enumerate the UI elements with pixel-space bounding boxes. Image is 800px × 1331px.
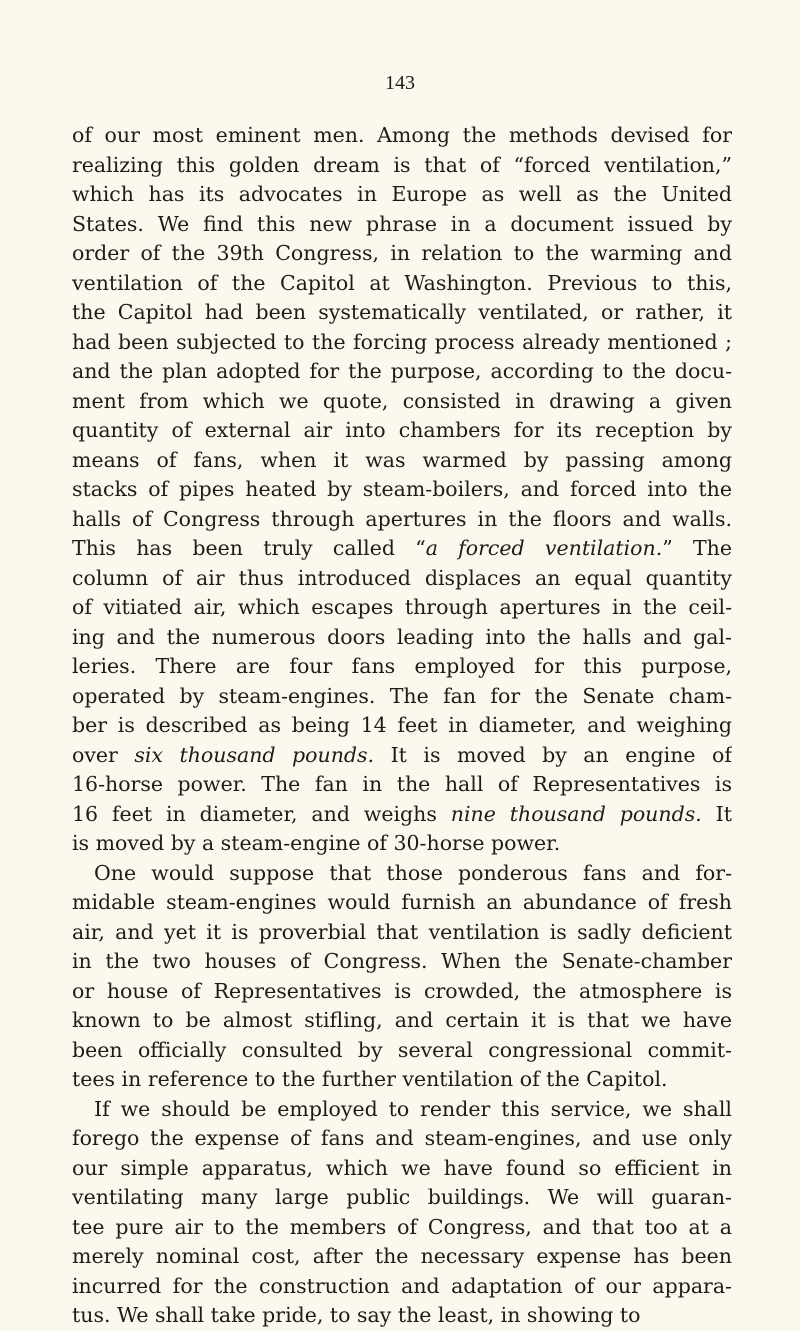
line-text: our simple apparatus, which we have found so efficient in xyxy=(72,1155,732,1180)
line-text: stacks of pipes heated by steam-boilers, and forced into the xyxy=(72,477,732,501)
line-text: ventilating many large public buildings. We will guaran- xyxy=(72,1185,732,1209)
text-line xyxy=(72,623,732,653)
text-line xyxy=(72,1036,732,1066)
line-text: means of fans, when it was warmed by passing among xyxy=(72,447,732,472)
text-line xyxy=(72,829,732,859)
text-line xyxy=(72,1154,732,1184)
text-line xyxy=(72,947,732,977)
line-text: 16-horse power. The fan in the hall of Representatives is xyxy=(72,772,732,796)
line-text: been officially consulted by several congressional commit- xyxy=(72,1037,732,1062)
text-line xyxy=(72,1006,732,1036)
text-line xyxy=(72,770,732,800)
text-line xyxy=(72,1124,732,1154)
text-line xyxy=(72,1213,732,1243)
text-line xyxy=(72,593,732,623)
text-line xyxy=(72,800,732,830)
text-line xyxy=(72,1065,732,1095)
text-line xyxy=(72,564,732,594)
text-line xyxy=(72,534,732,564)
line-text: This has been truly called “ xyxy=(72,536,426,560)
text-line xyxy=(72,387,732,417)
line-text: over xyxy=(72,742,135,767)
text-line xyxy=(72,357,732,387)
line-text: ventilation of the Capitol at Washington. Previous to this, xyxy=(72,270,732,295)
line-text-after: It is moved by an engine of xyxy=(374,742,732,767)
line-text: which has its advocates in Europe as well as the United xyxy=(72,182,732,206)
text-line xyxy=(72,652,732,682)
line-text: had been subjected to the forcing process already mentioned ; xyxy=(72,329,732,354)
line-text: If we should be employed to render this service, we shall xyxy=(94,1096,732,1121)
line-text: quantity of external air into chambers for its reception by xyxy=(72,418,732,442)
line-text: incurred for the construction and adaptation of our appara- xyxy=(72,1273,732,1298)
text-line xyxy=(72,151,732,181)
text-line xyxy=(72,1095,732,1125)
line-text: column of air thus introduced displaces an equal quantity xyxy=(72,565,732,590)
text-line xyxy=(72,328,732,358)
line-text: forego the expense of fans and steam-engines, and use only xyxy=(72,1126,732,1150)
line-text: tus. We shall take pride, to say the least, in showing to xyxy=(72,1303,641,1327)
line-text: States. We find this new phrase in a document issued by xyxy=(72,211,732,236)
line-text: ing and the numerous doors leading into the halls and gal- xyxy=(72,624,732,649)
text-line xyxy=(72,1272,732,1302)
line-text: or house of Representatives is crowded, the atmosphere is xyxy=(72,978,732,1003)
text-line xyxy=(72,1183,732,1213)
line-text: leries. There are four fans employed for this purpose, xyxy=(72,654,732,678)
text-line xyxy=(72,239,732,269)
body-text xyxy=(72,121,732,1331)
line-text-after: ” The xyxy=(662,536,732,560)
text-line xyxy=(72,416,732,446)
line-text: ber is described as being 14 feet in diameter, and weighing xyxy=(72,713,732,737)
text-line xyxy=(72,682,732,712)
text-line xyxy=(72,1242,732,1272)
line-text: midable steam-engines would furnish an abundance of fresh xyxy=(72,890,732,914)
page-number: 143 xyxy=(385,72,415,94)
text-line xyxy=(72,210,732,240)
text-line xyxy=(72,977,732,1007)
line-text: and the plan adopted for the purpose, according to the docu- xyxy=(72,359,732,383)
line-text: 16 feet in diameter, and weighs xyxy=(72,801,451,826)
line-text: One would suppose that those ponderous fans and for- xyxy=(94,860,732,885)
line-text: the Capitol had been systematically ventilated, or rather, it xyxy=(72,300,732,324)
emphasis-text: six thousand pounds. xyxy=(134,742,375,767)
text-line xyxy=(72,859,732,889)
line-text: tees in reference to the further ventilation of the Capitol. xyxy=(72,1067,668,1091)
line-text: halls of Congress through apertures in the floors and walls. xyxy=(72,506,732,531)
text-line xyxy=(72,180,732,210)
line-text: of vitiated air, which escapes through apertures in the ceil- xyxy=(72,595,732,619)
text-line xyxy=(72,918,732,948)
text-line xyxy=(72,741,732,771)
line-text: air, and yet it is proverbial that ventilation is sadly deficient xyxy=(72,919,732,944)
line-text: in the two houses of Congress. When the Senate-chamber xyxy=(72,949,732,973)
text-line xyxy=(72,1301,732,1331)
text-line xyxy=(72,298,732,328)
line-text: known to be almost stifling, and certain it is that we have xyxy=(72,1008,732,1032)
text-line xyxy=(72,475,732,505)
line-text: tee pure air to the members of Congress, and that too at a xyxy=(72,1214,732,1239)
line-text: of our most eminent men. Among the methods devised for xyxy=(72,123,732,147)
emphasis-text: nine thousand pounds. xyxy=(450,801,702,826)
text-line xyxy=(72,711,732,741)
line-text: order of the 39th Congress, in relation to the warming and xyxy=(72,241,732,265)
line-text: ment from which we quote, consisted in drawing a given xyxy=(72,388,732,413)
line-text: realizing this golden dream is that of “forced ventilation,” xyxy=(72,152,732,177)
text-line xyxy=(72,505,732,535)
line-text: merely nominal cost, after the necessary expense has been xyxy=(72,1244,732,1268)
text-line xyxy=(72,269,732,299)
text-line xyxy=(72,121,732,151)
line-text: operated by steam-engines. The fan for the Senate cham- xyxy=(72,683,732,708)
emphasis-text: a forced ventilation. xyxy=(425,536,663,560)
line-text-after: It xyxy=(701,801,732,826)
line-text: is moved by a steam-engine of 30-horse power. xyxy=(72,831,561,855)
text-line xyxy=(72,446,732,476)
text-line xyxy=(72,888,732,918)
